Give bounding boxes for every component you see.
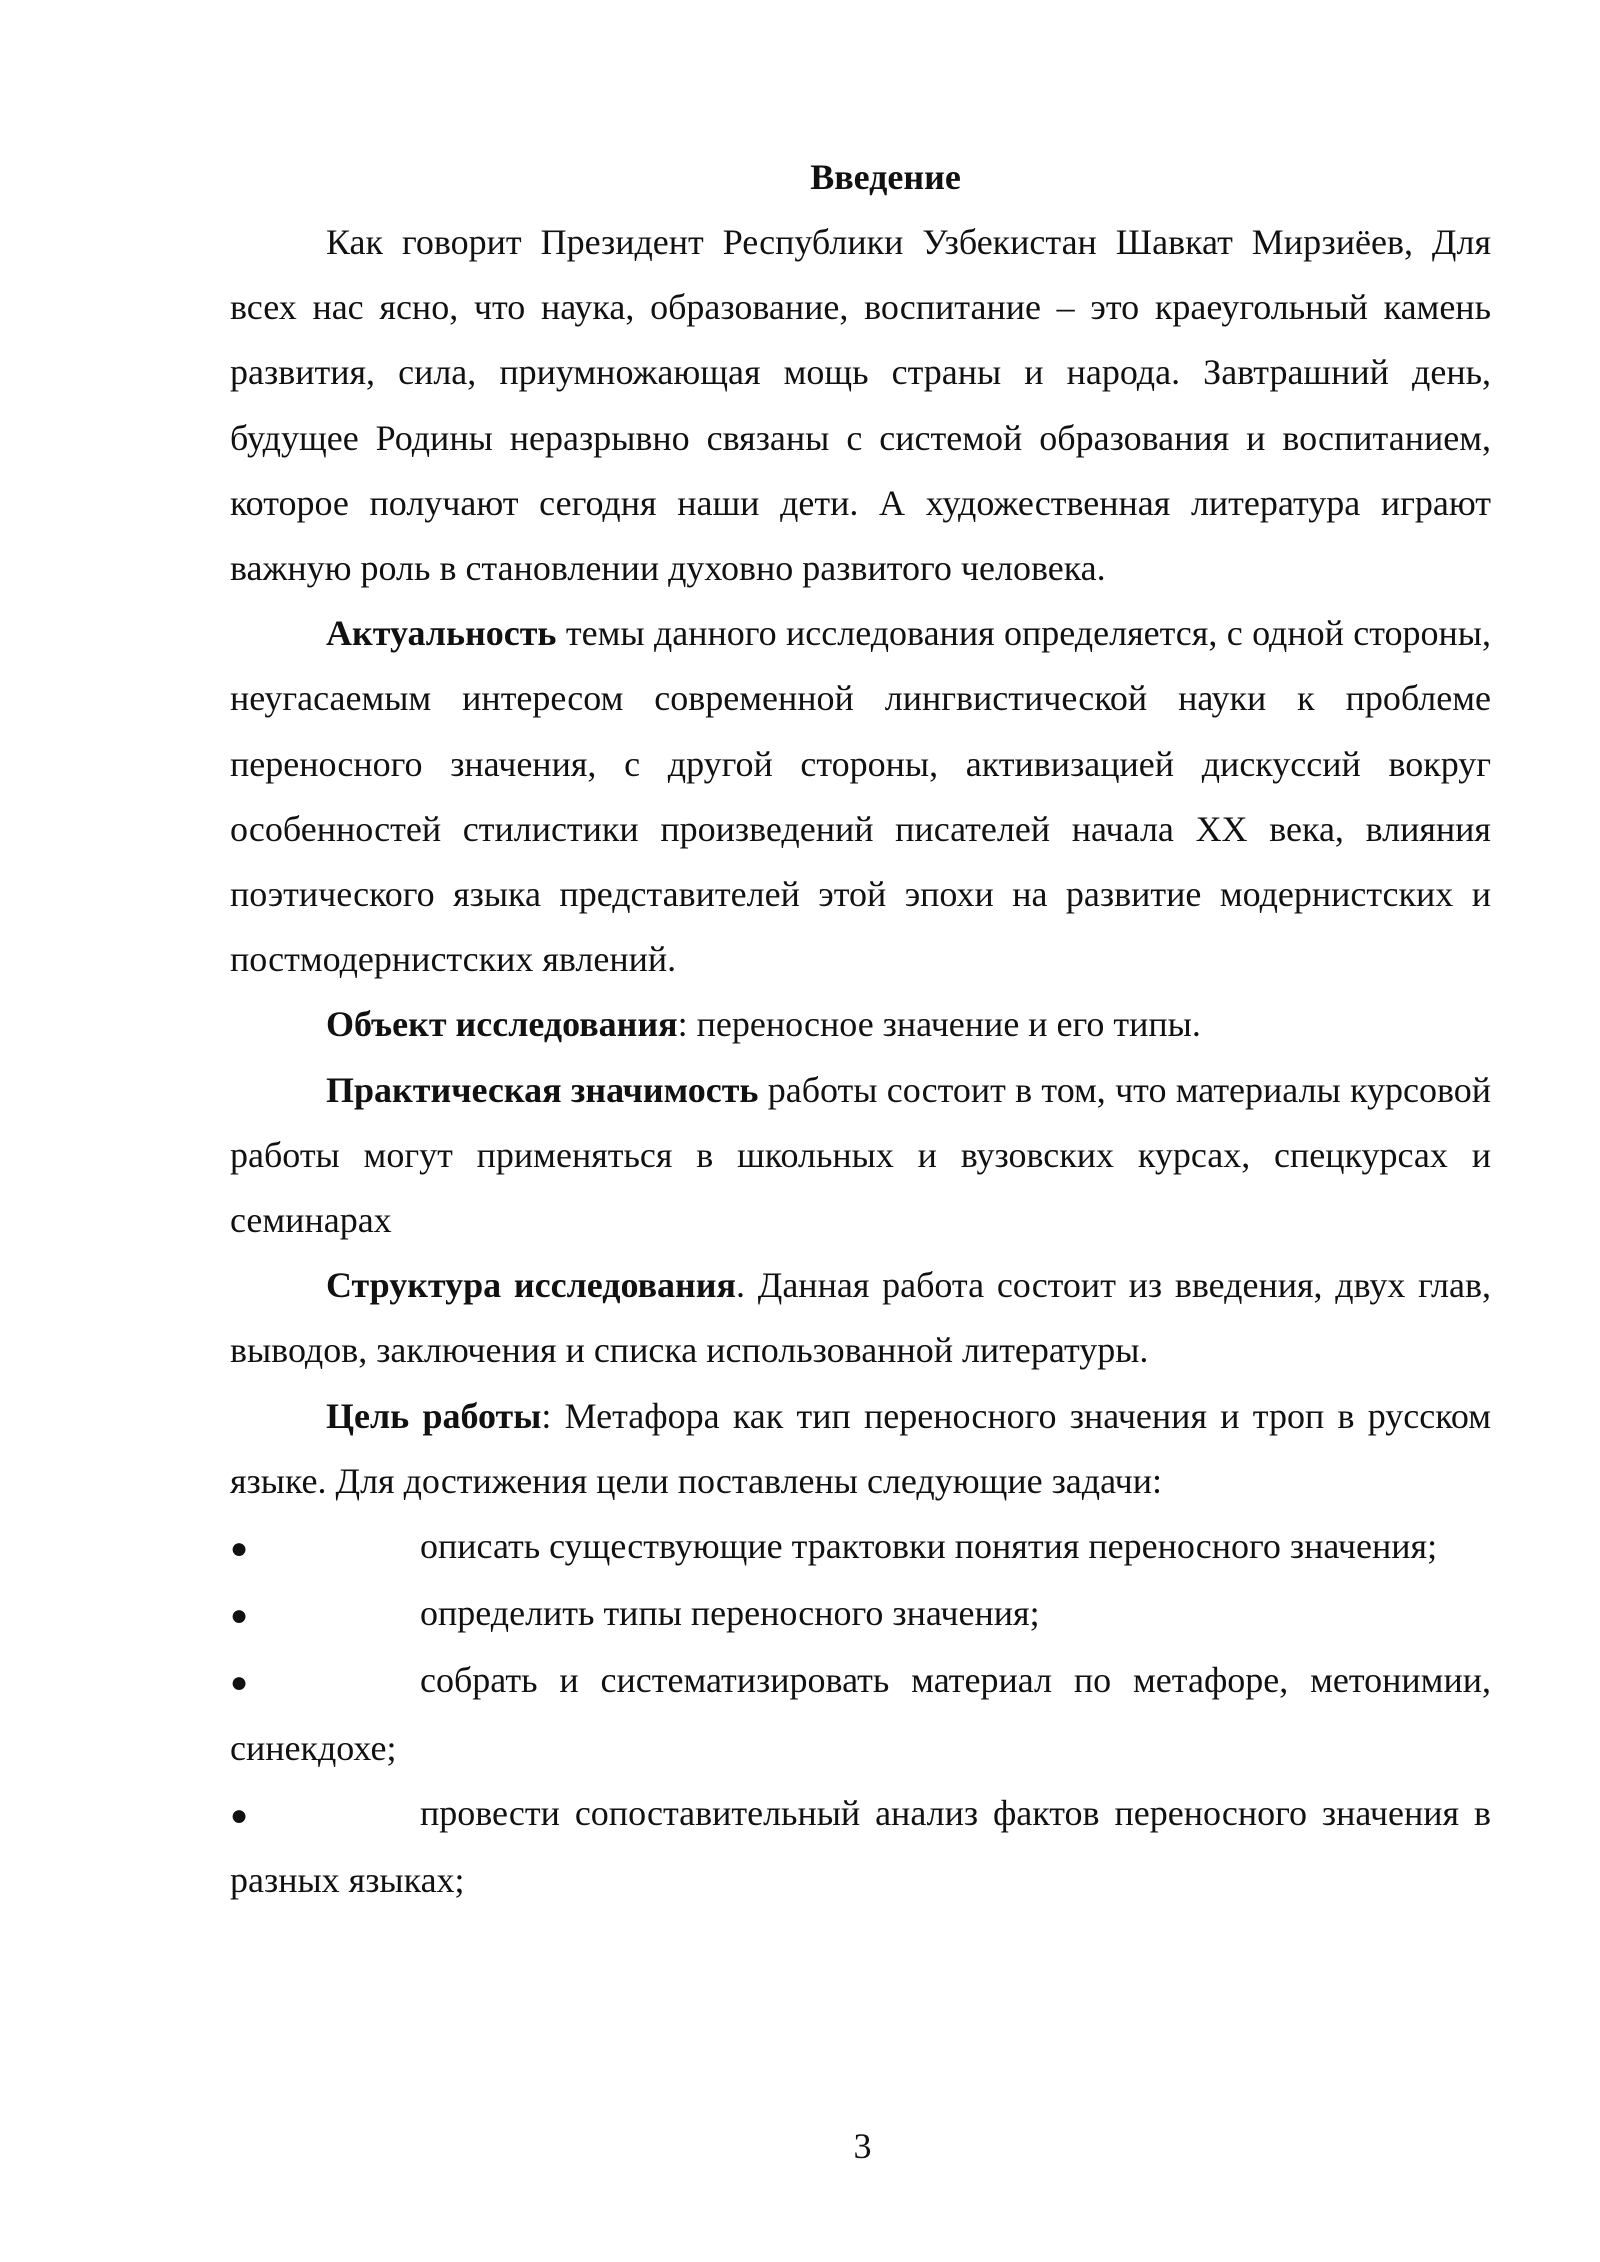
list-item bbox=[230, 1514, 1491, 1581]
document-page bbox=[230, 145, 1491, 1913]
page-number: 3 bbox=[853, 2126, 872, 2166]
task-text: определить типы переносного значения; bbox=[420, 1593, 1040, 1634]
structure-paragraph bbox=[230, 1253, 1491, 1383]
structure-term: Структура исследования bbox=[326, 1265, 737, 1306]
task-text: описать существующие трактовки понятия переносного значения; bbox=[420, 1526, 1438, 1567]
list-item bbox=[230, 1648, 1491, 1780]
task-text: провести сопоставительный анализ фактов переносного значения в разных языках; bbox=[230, 1792, 1491, 1901]
structure-text: . Данная работа состоит из введения, двух глав, выводов, заключения и списка использованной литературы. bbox=[230, 1265, 1491, 1371]
goal-text: : Метафора как тип переносного значения и троп в русском языке. Для достижения цели поставлены следующие задачи: bbox=[230, 1395, 1491, 1501]
list-item bbox=[230, 1781, 1491, 1913]
object-paragraph bbox=[230, 992, 1491, 1057]
bullet-icon: ● bbox=[230, 1666, 249, 1700]
practical-text: работы состоит в том, что материалы курсовой работы могут применяться в школьных и вузовских курсах, спецкурсах и семинарах bbox=[230, 1069, 1492, 1241]
object-term: Объект исследования bbox=[326, 1004, 678, 1045]
relevance-paragraph bbox=[230, 601, 1491, 992]
bullet-icon: ● bbox=[230, 1532, 249, 1566]
task-text: собрать и систематизировать материал по метафоре, метонимии, синекдохе; bbox=[230, 1660, 1491, 1768]
object-text: : переносное значение и его типы. bbox=[677, 1004, 1201, 1045]
list-item bbox=[230, 1581, 1491, 1648]
goal-term: Цель работы bbox=[326, 1395, 542, 1436]
relevance-text: темы данного исследования определяется, с одной стороны, неугасаемым интересом современной лингвистической науки к проблеме переносного значения, с другой стороны, активизацией дискуссий вокруг особенностей стилистики произведений писателей начала XX века, влияния поэтического языка представителей этой эпохи на развитие модернистских и постмодернистских явлений. bbox=[230, 613, 1491, 980]
intro-paragraph: Как говорит Президент Республики Узбекистан Шавкат Мирзиёев, Для всех нас ясно, что наука, образование, воспитание – это краеугольный камень развития, сила, приумножающая мощь страны и народа. Завтрашний день, будущее Родины неразрывно связаны с системой образования и воспитанием, которое получают сегодня наши дети. А художественная литература играют важную роль в становлении духовно развитого человека. bbox=[230, 222, 1491, 589]
practical-term: Практическая значимость bbox=[326, 1069, 759, 1110]
practical-paragraph bbox=[230, 1058, 1491, 1254]
relevance-term: Актуальность bbox=[326, 613, 557, 654]
bullet-icon: ● bbox=[230, 1599, 249, 1633]
goal-paragraph bbox=[230, 1384, 1491, 1514]
page-title: Введение bbox=[810, 157, 961, 197]
bullet-icon: ● bbox=[230, 1798, 249, 1832]
